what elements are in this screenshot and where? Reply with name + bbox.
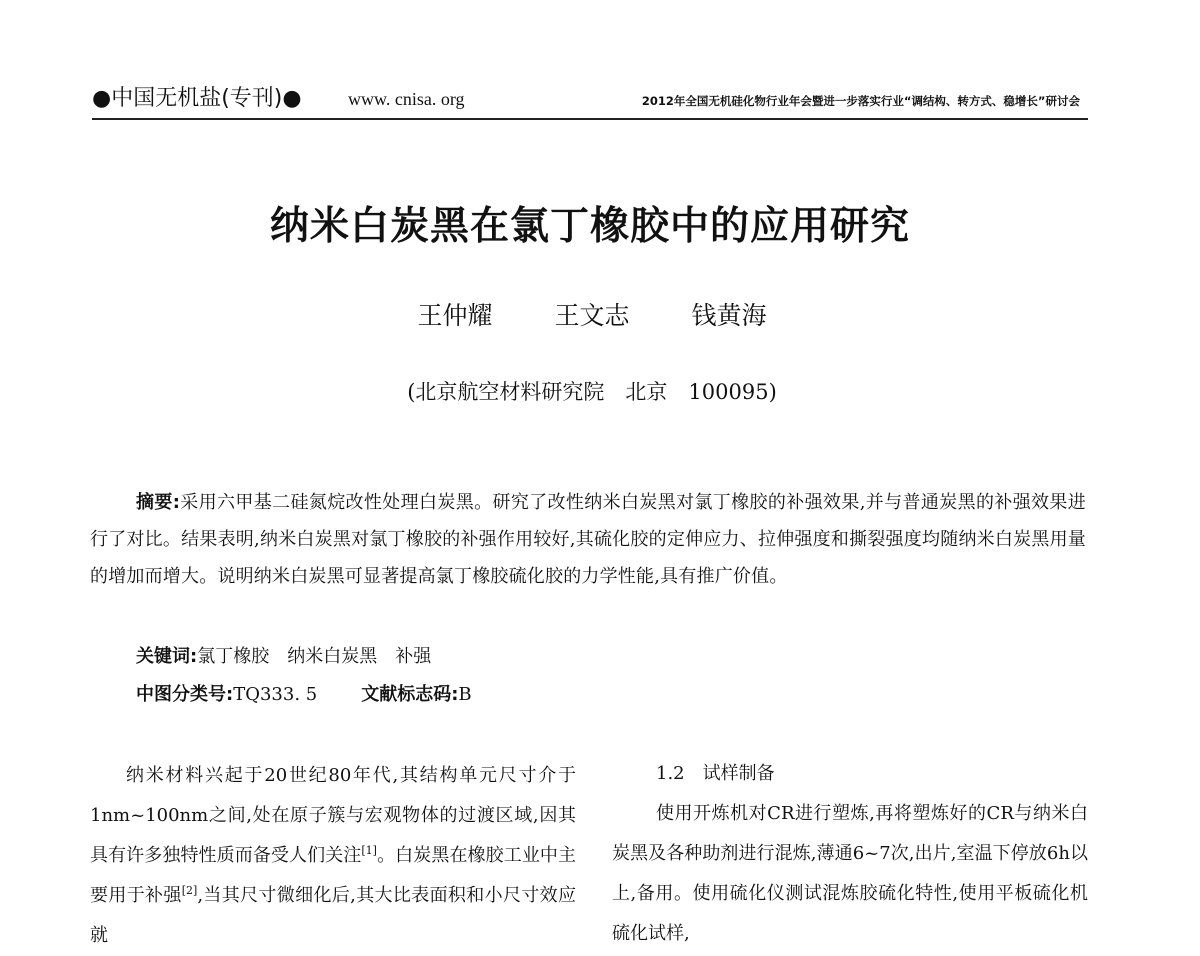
paper-title: 纳米白炭黑在氯丁橡胶中的应用研究 bbox=[269, 203, 910, 249]
classification-line bbox=[136, 677, 472, 713]
citation-ref[interactable]: [1] bbox=[361, 844, 377, 857]
body-text: 纳米材料兴起于20世纪80年代,其结构单元尺寸介于1nm~100nm之间,处在原子簇与宏观物体的过渡区域,因其具有许多独特性质而备受人们关注 bbox=[90, 765, 576, 866]
abstract bbox=[90, 484, 1086, 595]
keywords-text: 氯丁橡胶 纳米白炭黑 补强 bbox=[197, 646, 432, 667]
author-name: 王仲耀 bbox=[417, 301, 493, 330]
section-heading: 1.2 试样制备 bbox=[656, 763, 775, 784]
author-affiliation: (北京航空材料研究院 北京 100095) bbox=[407, 380, 777, 404]
body-left-column bbox=[90, 756, 576, 956]
author-name: 钱黄海 bbox=[691, 301, 767, 330]
body-right-column: 使用开炼机对CR进行塑炼,再将塑炼好的CR与纳米白炭黑及各种助剂进行混炼,薄通6~7次,出片,室温下停放6h以上,备用。使用硫化仪测试混炼胶硫化特性,使用平板硫化机硫化试样, bbox=[612, 803, 1088, 944]
author-name: 王文志 bbox=[554, 301, 630, 330]
document-code bbox=[361, 684, 471, 705]
clc-value: TQ333. 5 bbox=[233, 684, 318, 705]
body-text: 。白炭黑在橡胶工业中主要用于补强 bbox=[90, 845, 577, 906]
clc-label: 中图分类号: bbox=[136, 684, 234, 705]
running-header bbox=[92, 84, 1092, 118]
citation-ref[interactable]: [2] bbox=[181, 884, 198, 897]
header-divider bbox=[92, 118, 1088, 120]
abstract-text: 采用六甲基二硅氮烷改性处理白炭黑。研究了改性纳米白炭黑对氯丁橡胶的补强效果,并与普通炭黑的补强效果进行了对比。结果表明,纳米白炭黑对氯丁橡胶的补强作用较好,其硫化胶的定伸应力、拉伸强度和撕裂强度均随纳米白炭黑用量的增加而增大。说明纳米白炭黑可显著提高氯丁橡胶硫化胶的力学性能,具有推广价值。 bbox=[90, 492, 1086, 587]
abstract-label: 摘要: bbox=[136, 492, 181, 513]
keywords bbox=[136, 639, 431, 675]
journal-url: www. cnisa. org bbox=[348, 89, 465, 109]
keywords-label: 关键词: bbox=[136, 646, 198, 667]
conference-name: 2012年全国无机硅化物行业年会暨进一步落实行业“调结构、转方式、稳增长”研讨会 bbox=[641, 94, 1080, 108]
doc-code-label: 文献标志码: bbox=[361, 684, 459, 705]
author-list bbox=[0, 298, 1184, 334]
journal-name: ●中国无机盐(专刊)● bbox=[92, 86, 302, 111]
doc-code-value: B bbox=[458, 684, 472, 705]
body-text: ,当其尺寸微细化后,其大比表面积和小尺寸效应就 bbox=[90, 885, 577, 946]
